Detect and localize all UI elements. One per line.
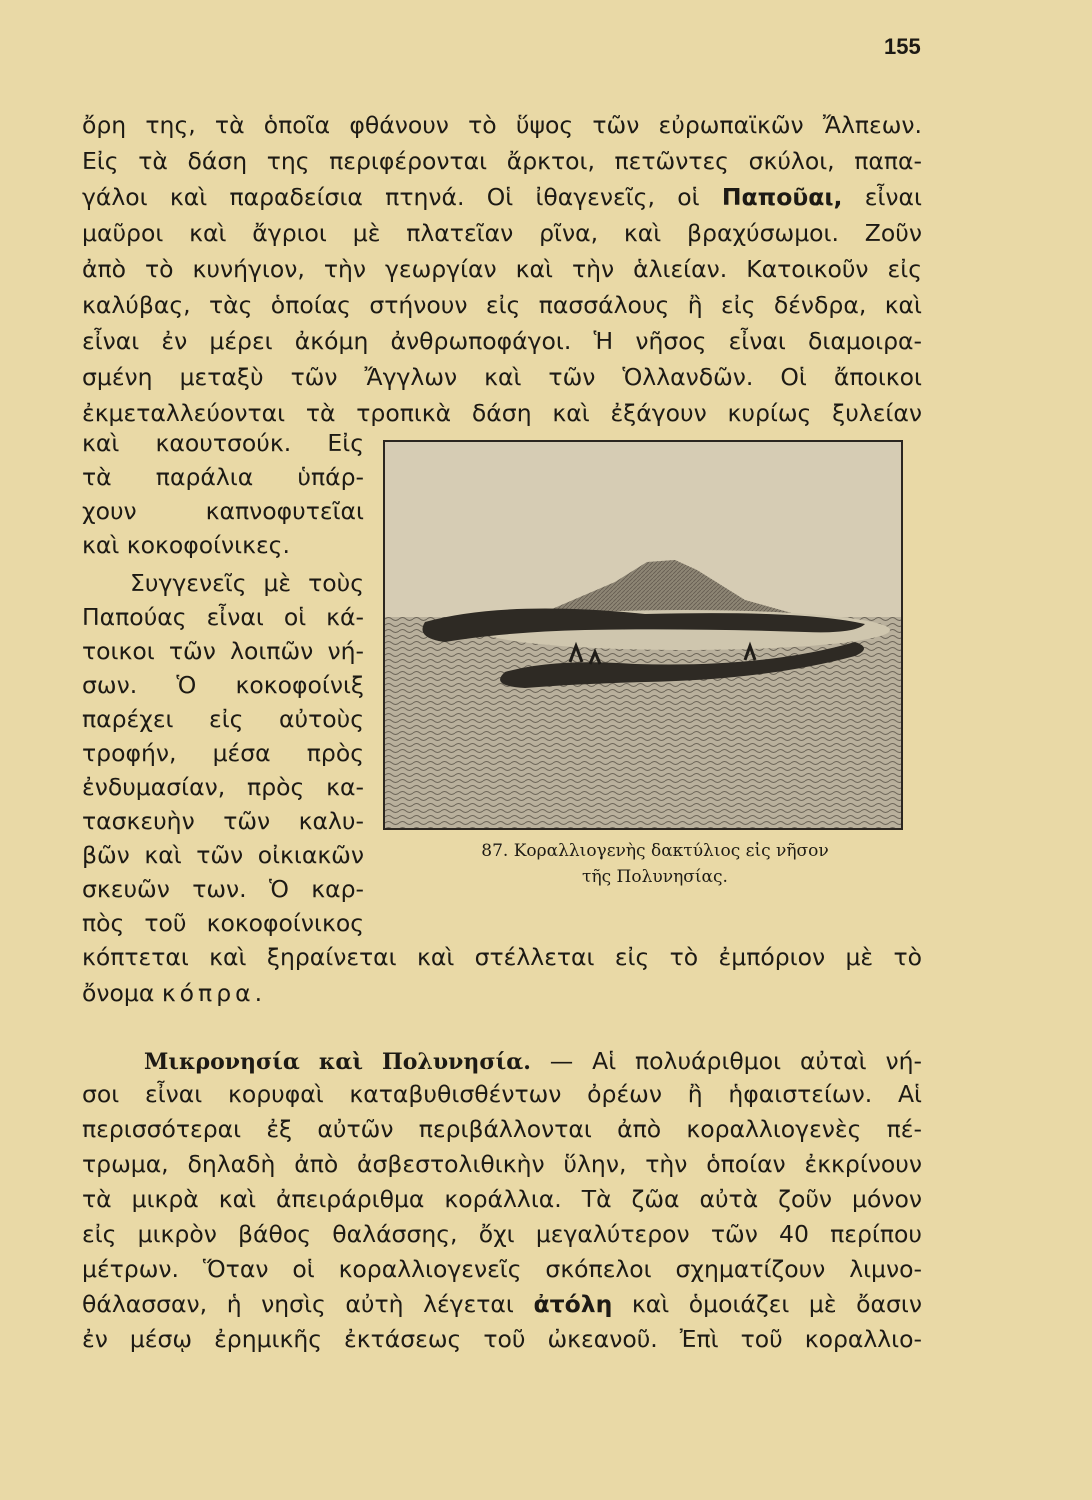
section-first-line: [82, 1044, 922, 1079]
side-text-line: σων. Ὁ κοκοφοίνιξ: [82, 671, 364, 699]
text-span: εἶναι: [864, 183, 922, 211]
text-line: [82, 180, 922, 214]
side-text-line: παρέχει εἰς αὐτοὺς: [82, 705, 364, 733]
text-line: σμένη μεταξὺ τῶν Ἄγγλων καὶ τῶν Ὁλλανδῶν. Οἱ ἄποικοι: [82, 363, 922, 391]
text-span: ὄνομα: [82, 979, 155, 1007]
text-line: Εἰς τὰ δάση της περιφέρονται ἄρκτοι, πετῶντες σκύλοι, παπα-: [82, 147, 922, 175]
bold-term-atoll: ἀτόλη: [533, 1290, 613, 1318]
side-text-line: Παπούας εἶναι οἱ κά-: [82, 603, 364, 631]
atoll-illustration: [383, 440, 903, 830]
side-text-line: βῶν καὶ τῶν οἰκιακῶν: [82, 841, 364, 869]
text-line: μαῦροι καὶ ἄγριοι μὲ πλατεῖαν ρῖνα, καὶ βραχύσωμοι. Ζοῦν: [82, 219, 922, 247]
text-line: ὄρη της, τὰ ὁποῖα φθάνουν τὸ ὕψος τῶν εὐρωπαϊκῶν Ἄλπεων.: [82, 111, 922, 139]
text-line: τρωμα, δηλαδὴ ἀπὸ ἀσβεστολιθικὴν ὕλην, τὴν ὁποίαν ἐκκρίνουν: [82, 1150, 922, 1178]
text-line: ἀπὸ τὸ κυνήγιον, τὴν γεωργίαν καὶ τὴν ἁλιείαν. Κατοικοῦν εἰς: [82, 255, 922, 283]
text-span: καὶ ὁμοιάζει μὲ ὄασιν: [631, 1290, 922, 1318]
side-text-line: ἐνδυμασίαν, πρὸς κα-: [82, 773, 364, 801]
text-line: ἐν μέσῳ ἐρημικῆς ἐκτάσεως τοῦ ὠκεανοῦ. Ἐπὶ τοῦ κοραλλιο-: [82, 1325, 922, 1353]
text-line: εἶναι ἐν μέρει ἀκόμη ἀνθρωποφάγοι. Ἡ νῆσος εἶναι διαμοιρα-: [82, 327, 922, 355]
spaced-word-kopra: κόπρα: [161, 979, 255, 1007]
text-span: γάλοι καὶ παραδείσια πτηνά. Οἱ ἰθαγενεῖς, οἱ: [82, 183, 700, 211]
text-line: μέτρων. Ὅταν οἱ κοραλλιογενεῖς σκόπελοι σχηματίζουν λιμνο-: [82, 1255, 922, 1283]
side-text-line: τασκευὴν τῶν καλυ-: [82, 807, 364, 835]
text-line: κόπτεται καὶ ξηραίνεται καὶ στέλλεται εἰς τὸ ἐμπόριον μὲ τὸ: [82, 943, 922, 971]
atoll-drawing: [385, 442, 901, 828]
side-text-line: καὶ κοκοφοίνικες.: [82, 531, 290, 559]
page-number: 155: [884, 34, 921, 59]
side-text-line: σκευῶν των. Ὁ καρ-: [82, 875, 364, 903]
side-text-line: χουν καπνοφυτεῖαι: [82, 497, 364, 525]
bold-term-papuans: Παποῦαι,: [721, 183, 843, 211]
text-span: .: [254, 979, 263, 1007]
text-line: καλύβας, τὰς ὁποίας στήνουν εἰς πασσάλους ἢ εἰς δένδρα, καὶ: [82, 291, 922, 319]
side-text-line: καὶ καουτσούκ. Εἰς: [82, 429, 364, 457]
text-line: περισσότεραι ἐξ αὐτῶν περιβάλλονται ἀπὸ κοραλλιογενὲς πέ-: [82, 1115, 922, 1143]
text-line: σοι εἶναι κορυφαὶ καταβυθισθέντων ὀρέων ἢ ἡφαιστείων. Αἱ: [82, 1080, 922, 1108]
section-heading: Μικρονησία καὶ Πολυνησία.: [144, 1049, 531, 1075]
caption-line: τῆς Πολυνησίας.: [582, 867, 728, 887]
text-span: θάλασσαν, ἡ νησὶς αὐτὴ λέγεται: [82, 1290, 514, 1318]
figure-caption: [420, 838, 890, 890]
text-line: εἰς μικρὸν βάθος θαλάσσης, ὄχι μεγαλύτερον τῶν 40 περίπου: [82, 1220, 922, 1248]
caption-line: 87. Κοραλλιογενὴς δακτύλιος εἰς νῆσον: [481, 841, 829, 861]
text-line: [82, 1287, 922, 1321]
side-text-line: τοικοι τῶν λοιπῶν νή-: [82, 637, 364, 665]
side-text-line: πὸς τοῦ κοκοφοίνικος: [82, 909, 364, 937]
text-line: [82, 976, 262, 1010]
text-line: τὰ μικρὰ καὶ ἀπειράριθμα κοράλλια. Τὰ ζῶα αὐτὰ ζοῦν μόνον: [82, 1185, 922, 1213]
side-text-line: τροφήν, μέσα πρὸς: [82, 739, 364, 767]
side-text-line: τὰ παράλια ὑπάρ-: [82, 463, 364, 491]
text-span: — Αἱ πολυάριθμοι αὐταὶ νή-: [549, 1047, 922, 1075]
side-text-line: Συγγενεῖς μὲ τοὺς: [130, 569, 364, 597]
text-line: ἐκμεταλλεύονται τὰ τροπικὰ δάση καὶ ἐξάγουν κυρίως ξυλείαν: [82, 399, 922, 427]
